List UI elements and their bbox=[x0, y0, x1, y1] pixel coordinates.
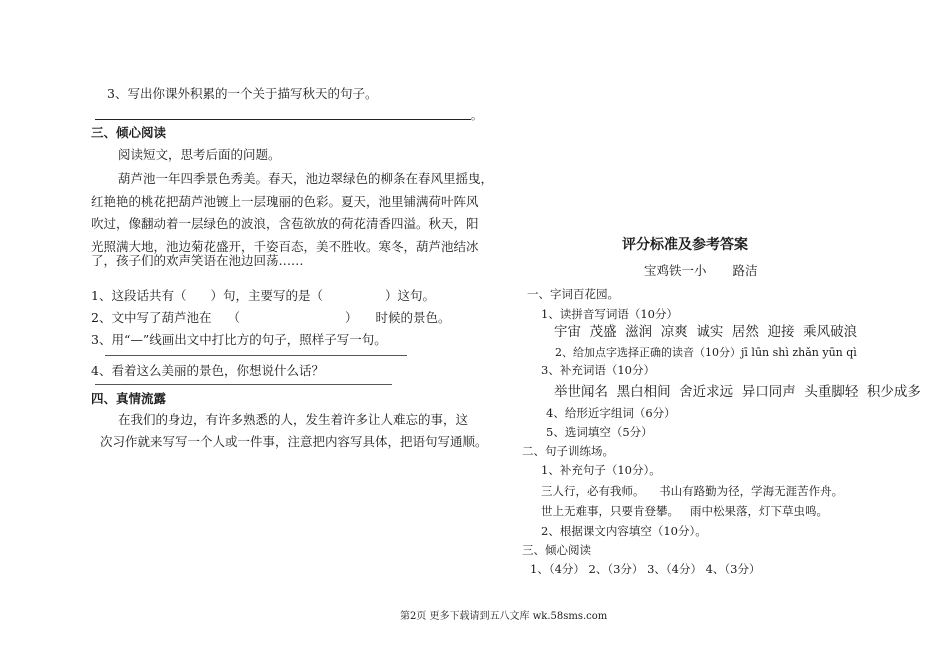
passage-line: 葫芦池一年四季景色秀美。春天，池边翠绿色的柳条在春风里摇曳， bbox=[118, 171, 494, 186]
reading-question-1 bbox=[91, 290, 435, 303]
passage-line: 吹过，像翻动着一层绿色的波浪，含苞欲放的荷花清香四溢。秋天，阳 bbox=[91, 216, 479, 231]
answer-1-3: 3、补充词语（10分） bbox=[541, 363, 655, 377]
school-name: 宝鸡铁一小 bbox=[644, 263, 707, 278]
essay-prompt-line: 在我们的身边，有许多熟悉的人，发生着许多让人难忘的事，这 bbox=[118, 412, 469, 427]
question-3-autumn-sentence: 3、写出你课外积累的一个关于描写秋天的句子。 bbox=[107, 86, 378, 101]
q1-part-a: 1、这段话共有（ bbox=[91, 288, 187, 303]
answer-line bbox=[105, 355, 407, 356]
q2-part-c: ） bbox=[344, 310, 358, 325]
answer-1-2: 2、给加点字选择正确的读音（10分）jī lūn shì zhǎn yūn qì bbox=[555, 346, 857, 359]
q1-part-c: ）这句。 bbox=[384, 288, 435, 303]
author-name: 路洁 bbox=[732, 263, 758, 278]
passage-line: 光照满大地，池边菊花盛开，千姿百态，美不胜收。寒冬，葫芦池结冰 bbox=[91, 239, 479, 254]
reading-question-4: 4、看着这么美丽的景色，你想说什么话？ bbox=[91, 363, 324, 378]
answer-1-4: 4、给形近字组词（6分） bbox=[546, 406, 676, 420]
answer-2-2: 2、根据课文内容填空（10分）。 bbox=[541, 524, 707, 538]
author-line bbox=[644, 265, 758, 278]
answer-1-5: 5、选词填空（5分） bbox=[546, 425, 653, 439]
answer-line bbox=[95, 384, 392, 385]
answer-key-title: 评分标准及参考答案 bbox=[622, 237, 748, 253]
page-footer: 第2页 更多下载请到五八文库 wk.58sms.com bbox=[400, 611, 608, 622]
reading-instruction: 阅读短文，思考后面的问题。 bbox=[118, 147, 281, 162]
q2-part-a: 2、文中写了葫芦池在 bbox=[91, 310, 212, 325]
section-4-title: 四、真情流露 bbox=[91, 391, 167, 406]
reading-question-3: 3、用“—”线画出文中打比方的句子，照样子写一句。 bbox=[91, 332, 387, 347]
answer-1-1: 1、读拼音写词语（10分） bbox=[541, 307, 678, 321]
answer-line bbox=[95, 119, 471, 120]
passage-line: 了，孩子们的欢声笑语在池边回荡…… bbox=[91, 253, 304, 268]
passage-line: 红艳艳的桃花把葫芦池镀上一层瑰丽的色彩。夏天，池里铺满荷叶阵风 bbox=[91, 194, 479, 209]
answer-section-3: 三、倾心阅读 bbox=[522, 543, 591, 557]
answer-1-3-words: 举世闻名 黑白相间 舍近求远 异口同声 头重脚轻 积少成多 bbox=[554, 384, 921, 400]
answer-2-1: 1、补充句子（10分）。 bbox=[541, 463, 661, 477]
answer-2-1-line: 世上无难事，只要肯登攀。 雨中松果落，灯下草虫鸣。 bbox=[541, 504, 828, 518]
section-3-title: 三、倾心阅读 bbox=[91, 125, 167, 140]
answer-section-1: 一、字词百花园。 bbox=[527, 287, 619, 301]
q2-part-b: （ bbox=[227, 310, 240, 325]
answer-1-1-words: 宇宙 茂盛 滋润 凉爽 诚实 居然 迎接 乘风破浪 bbox=[554, 324, 858, 340]
essay-prompt-line: 次习作就来写写一个人或一件事，注意把内容写具体，把语句写通顺。 bbox=[100, 434, 488, 449]
q1-part-b: ）句，主要写的是（ bbox=[210, 288, 323, 303]
answer-3-scores: 1、（4分） 2、（3分） 3、（4分） 4、（3分） bbox=[530, 562, 761, 576]
reading-question-2 bbox=[91, 312, 451, 325]
answer-line-end: 。 bbox=[471, 109, 482, 122]
q2-part-d: 时候的景色。 bbox=[375, 310, 451, 325]
answer-2-1-line: 三人行，必有我师。 书山有路勤为径，学海无涯苦作舟。 bbox=[541, 484, 844, 498]
answer-section-2: 二、句子训练场。 bbox=[522, 444, 614, 458]
